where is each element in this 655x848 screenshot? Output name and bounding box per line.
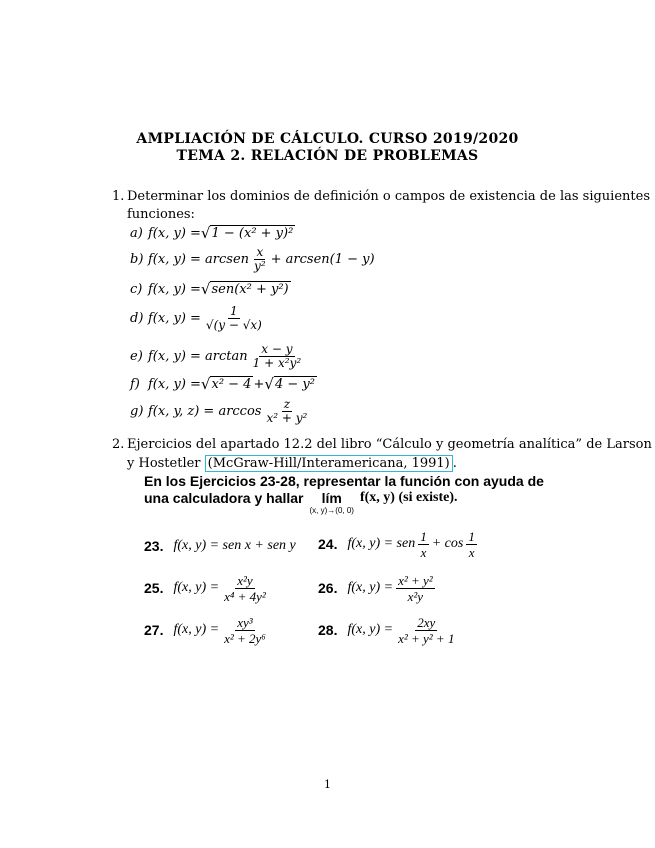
title-line-2: TEMA 2. RELACIÓN DE PROBLEMAS xyxy=(176,148,479,164)
problem-1-text-line2: funciones: xyxy=(127,207,195,222)
problem-1-number: 1. xyxy=(112,189,125,204)
problem-1-text-line1: Determinar los dominios de definición o campos de existencia de las siguientes xyxy=(127,189,650,204)
item-d: d) f(x, y) = $\frac{1}{√(y - √x)}$ xyxy=(130,303,262,332)
problem-2-number: 2. xyxy=(112,437,125,452)
exercise-25: 25. f(x, y) = $\frac{\text{x²y}}{\text{x⁴ + 4y²}}$ xyxy=(144,572,266,604)
citation-link[interactable]: (McGraw-Hill/Interamericana, 1991) xyxy=(205,455,453,472)
problem-2-text-line2: y Hostetler (McGraw-Hill/Interamericana, 1991) . xyxy=(127,456,457,471)
page-number: 1 xyxy=(324,778,331,791)
title-line-1: AMPLIACIÓN DE CÁLCULO. CURSO 2019/2020 xyxy=(136,131,519,147)
item-e: e) f(x, y) = arctan $\frac{x - y}{\text{1 + x²y²}}$ xyxy=(130,341,302,370)
exercise-28: 28. f(x, y) = $\frac{2xy}{\text{x² + y² + 1}}$ xyxy=(318,614,455,646)
item-a: a) f(x, y) = √ 1 − (x² + y)² xyxy=(130,224,294,242)
item-g: g) f(x, y, z) = arccos $\frac{z}{\text{x² + y²}}$ xyxy=(130,396,308,425)
exercise-26: 26. f(x, y) = $\frac{\text{x² + y²}}{\text{x²y}}$ xyxy=(318,572,433,604)
item-b: b) f(x, y) = arcsen $\frac{x}{\text{y²}}$ + arcsen(1 − y) xyxy=(130,244,375,273)
exercise-24: 24. f(x, y) = sen $\frac{1}{x}$ + cos $\frac{1}{x}$ xyxy=(318,528,475,560)
exercise-27: 27. f(x, y) = $\frac{\text{xy³}}{\text{x² + 2y⁶}}$ xyxy=(144,614,266,646)
problem-2-text-line1: Ejercicios del apartado 12.2 del libro “Cálculo y geometría analítica” de Larson xyxy=(127,437,652,452)
item-c: c) f(x, y) = √ sen(x² + y²) xyxy=(130,280,289,298)
item-f: f) f(x, y) = √ x² − 4 + √ 4 − y² xyxy=(130,375,315,393)
scan-instruction-line2: una calculadora y hallar lím (x, y)→(0, 0) f(x, y) (si existe). xyxy=(144,490,458,515)
exercise-23: 23. f(x, y) = sen x + sen y xyxy=(144,538,296,554)
scan-instruction-line1: En los Ejercicios 23-28, representar la función con ayuda de xyxy=(144,473,544,489)
